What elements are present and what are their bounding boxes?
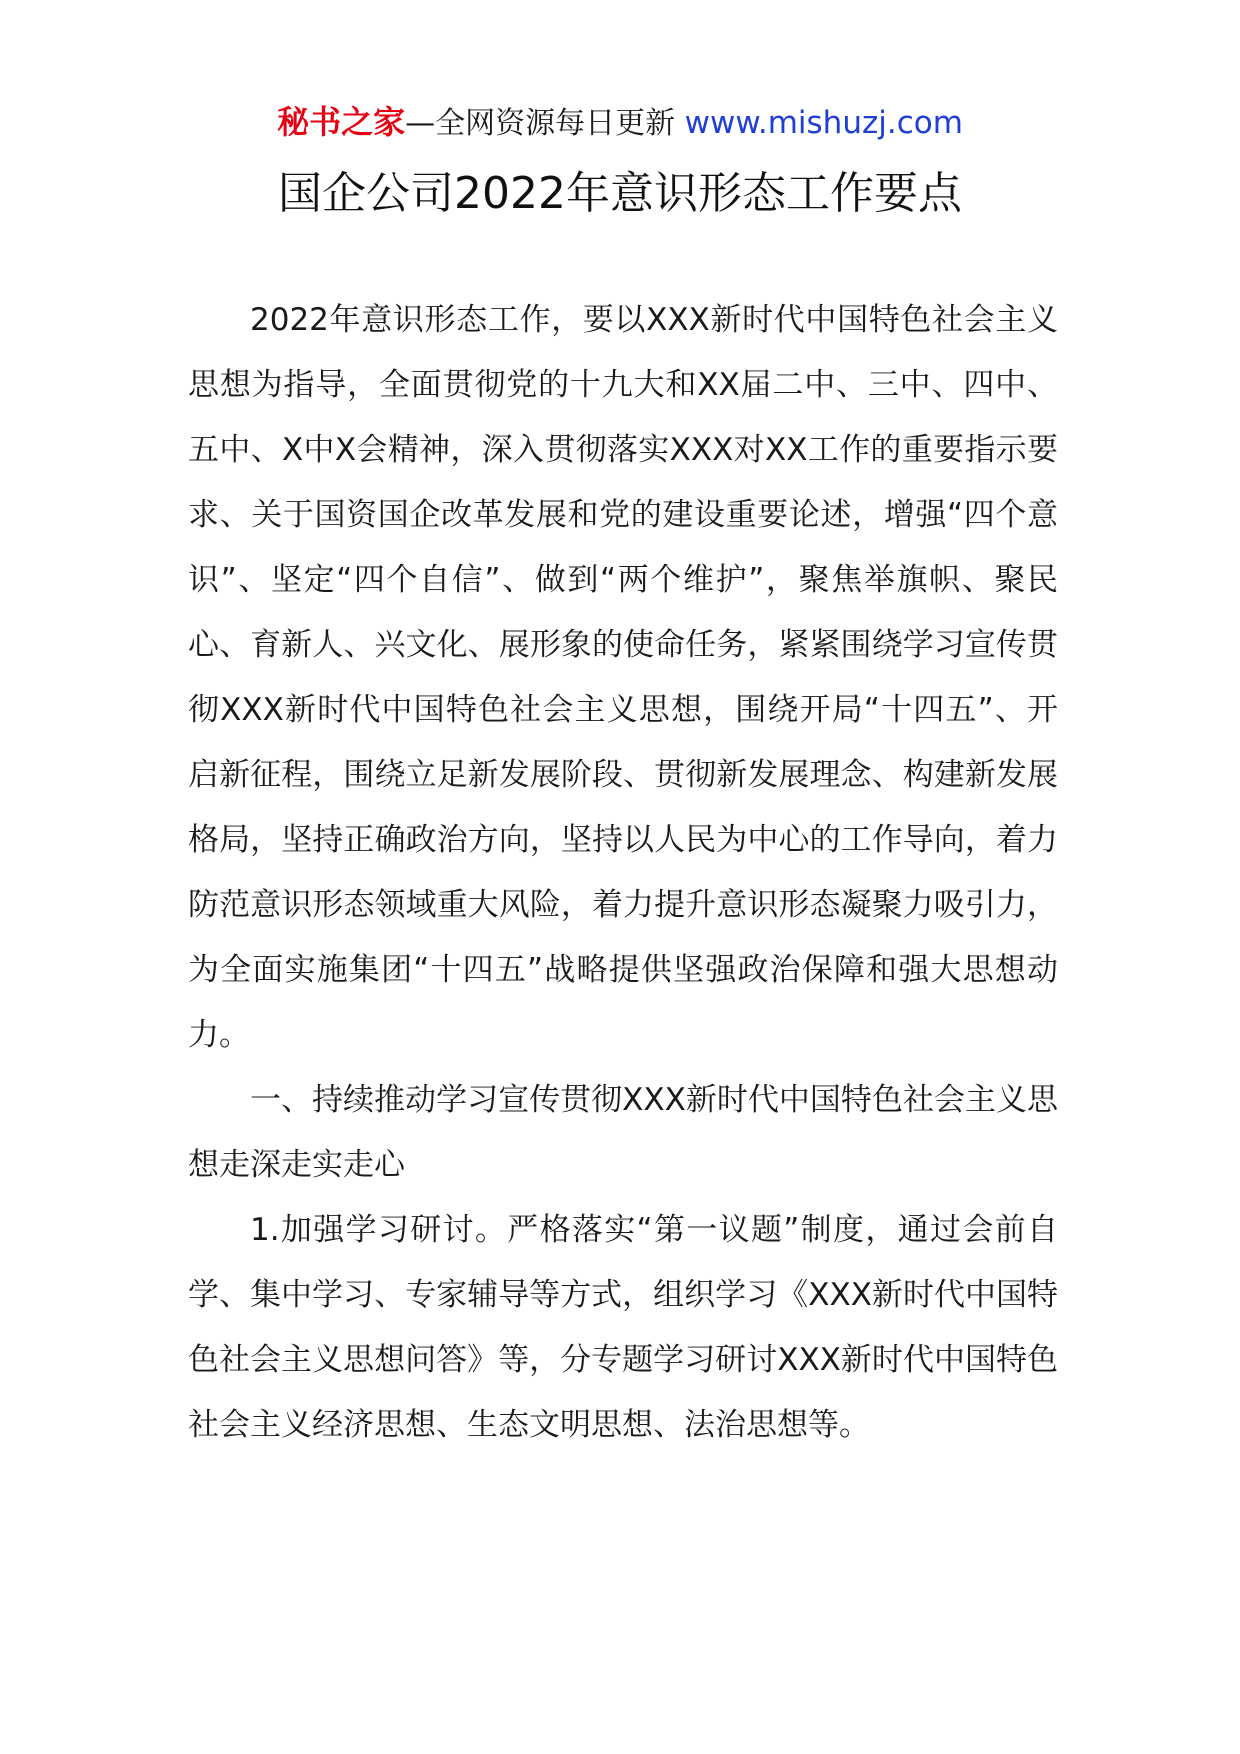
section-heading-1: 一、持续推动学习宣传贯彻XXX新时代中国特色社会主义思想走深走实走心 bbox=[188, 1082, 1058, 1183]
site-header bbox=[0, 100, 1240, 146]
site-url-link[interactable]: www.mishuzj.com bbox=[684, 105, 963, 141]
paragraph-item-1: 1.加强学习研讨。严格落实“第一议题”制度，通过会前自学、集中学习、专家辅导等方式，组织学习《XXX新时代中国特色社会主义思想问答》等，分专题学习研讨XXX新时代中国特色社会主义经济思想、生态文明思想、法治思想等。 bbox=[188, 1212, 1058, 1443]
document-body bbox=[188, 288, 1058, 1458]
brand-name: 秘书之家 bbox=[277, 103, 406, 141]
document-title: 国企公司2022年意识形态工作要点 bbox=[278, 168, 962, 219]
paragraph-intro: 2022年意识形态工作，要以XXX新时代中国特色社会主义思想为指导，全面贯彻党的十九大和XX届二中、三中、四中、五中、X中X会精神，深入贯彻落实XXX对XX工作的重要指示要求、关于国资国企改革发展和党的建设重要论述，增强“四个意识”、坚定“四个自信”、做到“两个维护”，聚焦举旗帜、聚民心、育新人、兴文化、展形象的使命任务，紧紧围绕学习宣传贯彻XXX新时代中国特色社会主义思想，围绕开局“十四五”、开启新征程，围绕立足新发展阶段、贯彻新发展理念、构建新发展格局，坚持正确政治方向，坚持以人民为中心的工作导向，着力防范意识形态领域重大风险，着力提升意识形态凝聚力吸引力，为全面实施集团“十四五”战略提供坚强政治保障和强大思想动力。 bbox=[188, 302, 1058, 1053]
header-tagline: —全网资源每日更新 bbox=[405, 106, 676, 141]
